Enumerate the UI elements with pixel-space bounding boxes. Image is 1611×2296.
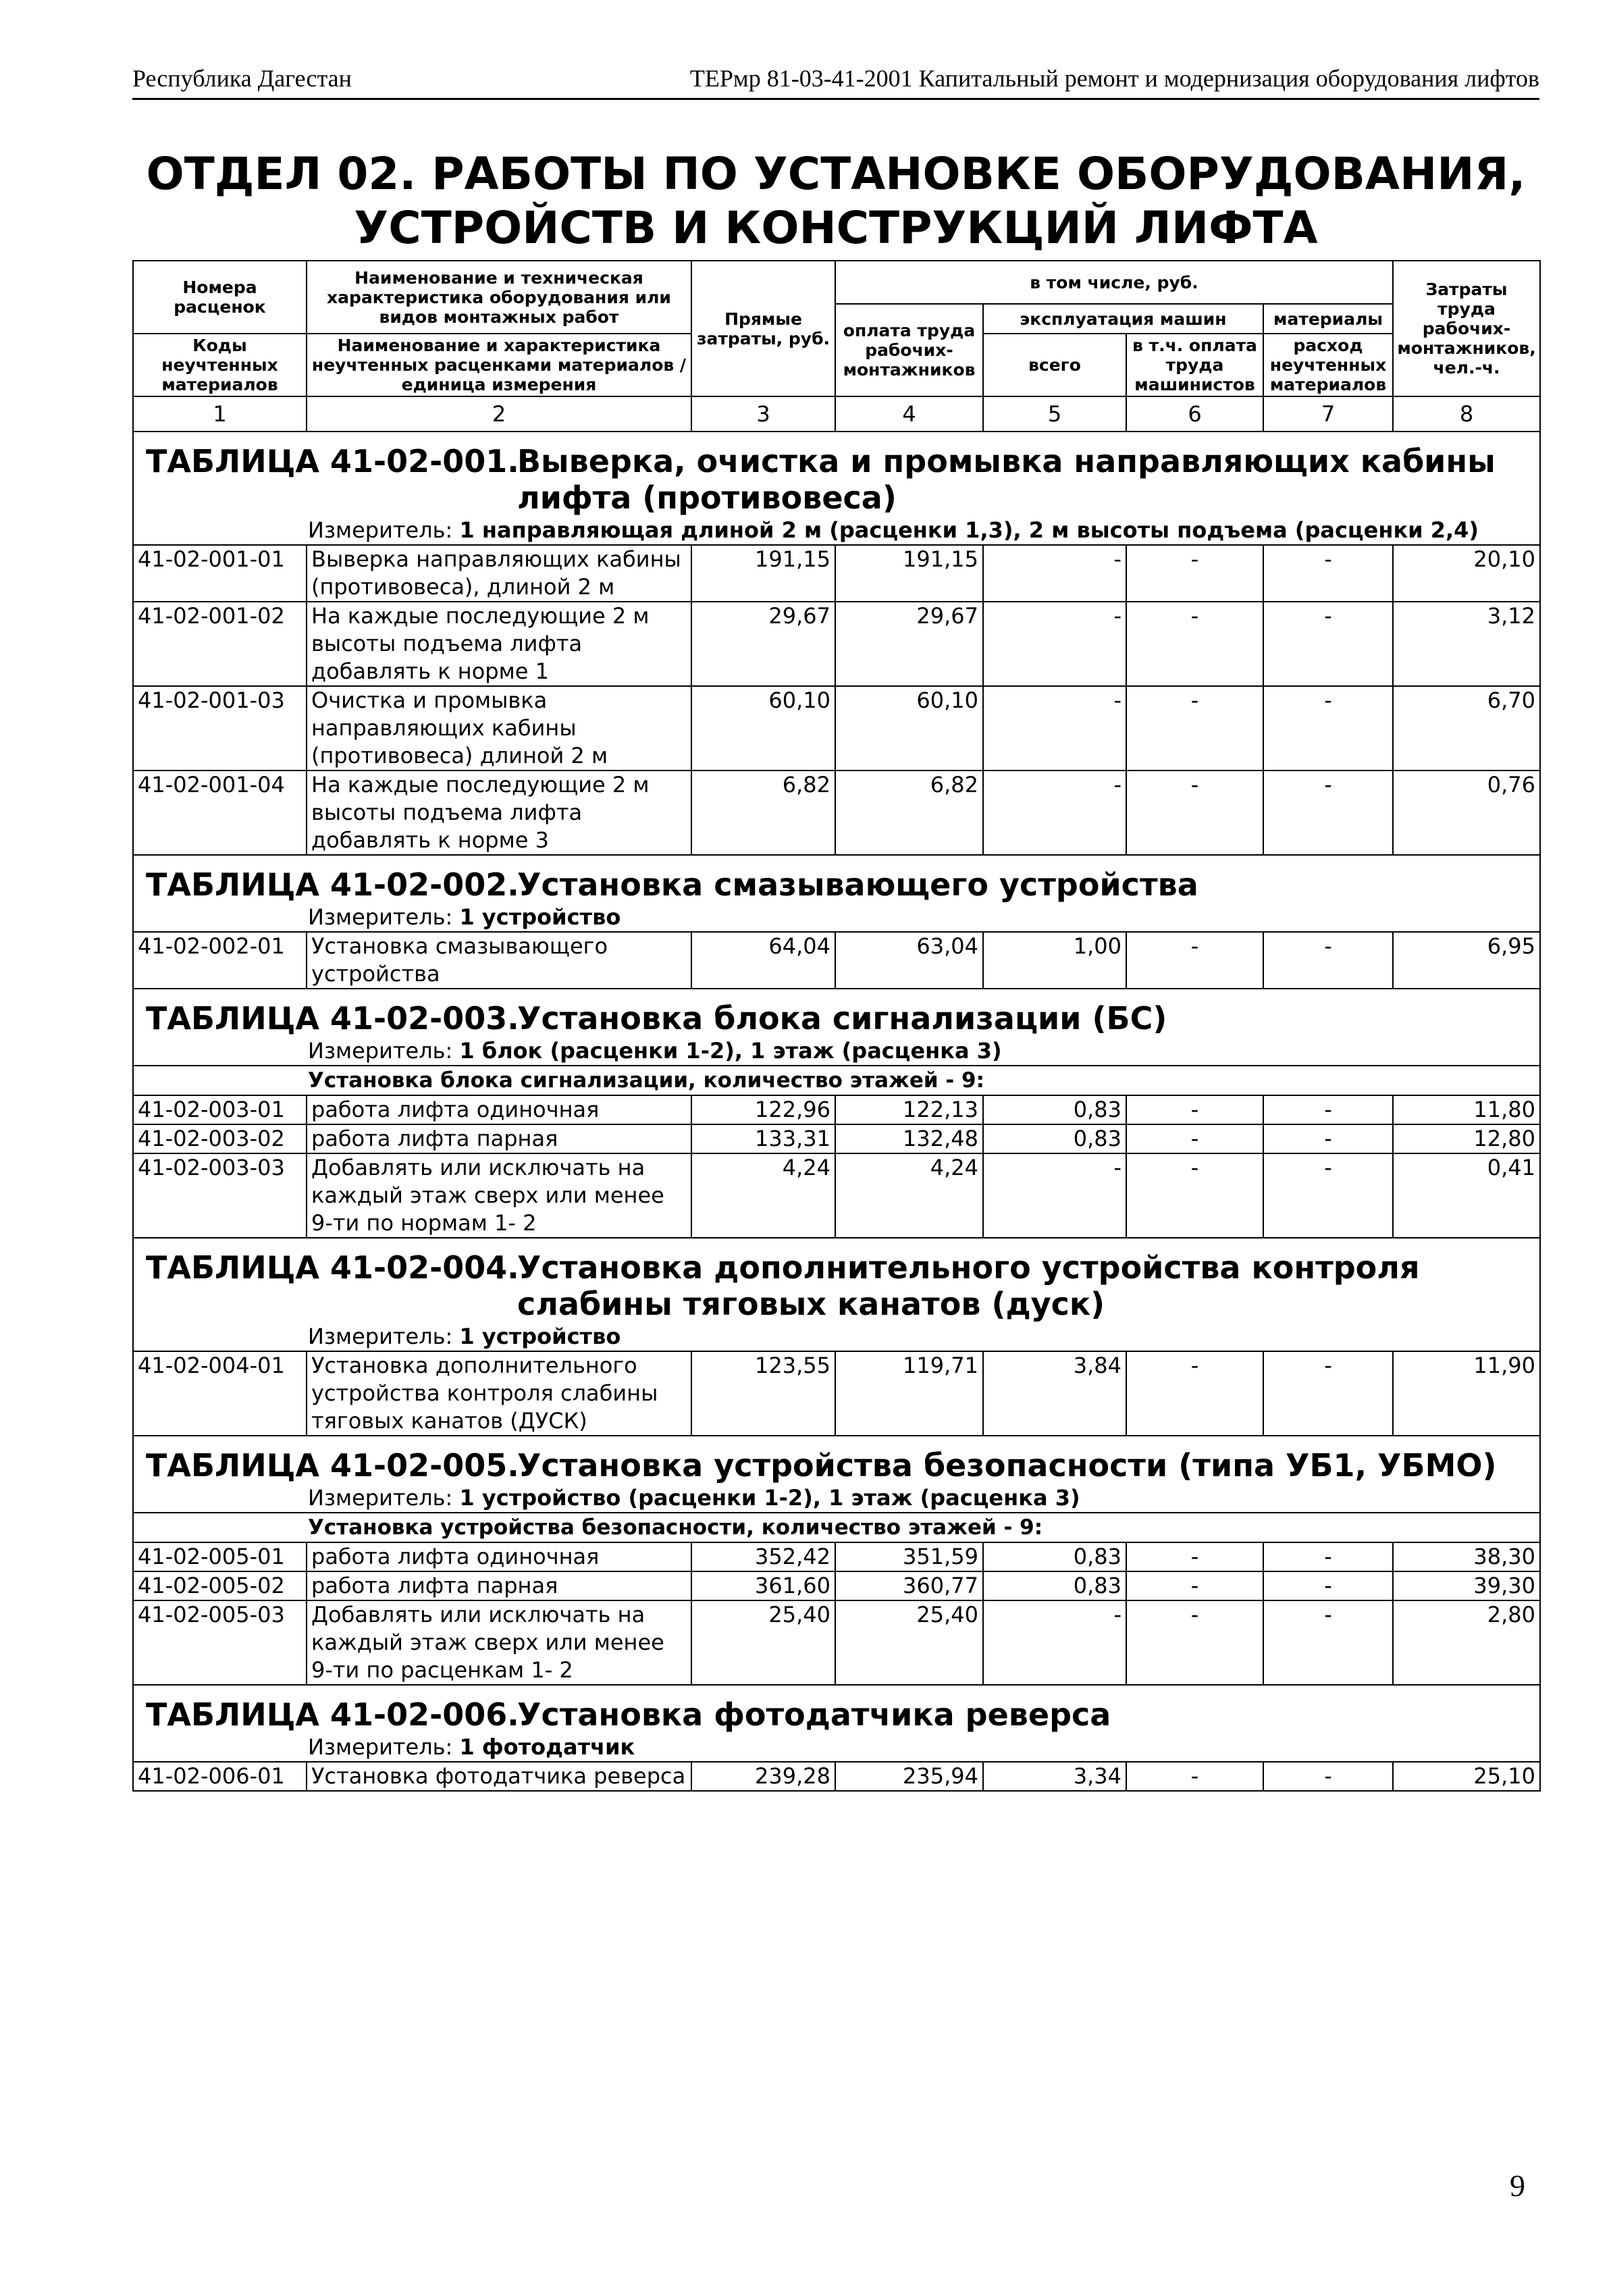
- cell-materials: -: [1263, 686, 1393, 771]
- column-number: 7: [1263, 396, 1393, 432]
- table-title-row: [133, 1436, 1540, 1484]
- subheading-row: [133, 1513, 1540, 1542]
- cell-labor-pay: 63,04: [835, 932, 983, 989]
- cell-work-name: На каждые последующие 2 м высоты подъема лифта добавлять к норме 3: [307, 771, 691, 855]
- cell-materials: -: [1263, 932, 1393, 989]
- cell-machinist-pay: -: [1126, 545, 1263, 602]
- meter-unit: 1 устройство: [459, 904, 621, 930]
- cell-work-name: работа лифта парная: [307, 1124, 691, 1153]
- cell-materials: -: [1263, 1762, 1393, 1791]
- table-title: [138, 432, 1535, 516]
- cell-direct-costs: 64,04: [691, 932, 835, 989]
- meter-row: [133, 1484, 1540, 1513]
- column-number: 2: [307, 396, 691, 432]
- cell-work-name: работа лифта одиночная: [307, 1542, 691, 1571]
- table-title-row: [133, 989, 1540, 1037]
- cell-labor-hours: 38,30: [1393, 1542, 1540, 1571]
- column-number: 5: [983, 396, 1126, 432]
- table-row: [133, 686, 1540, 771]
- cell-materials: -: [1263, 1124, 1393, 1153]
- meter-unit: 1 устройство: [459, 1324, 621, 1349]
- header-document-title: ТЕРмр 81-03-41-2001 Капитальный ремонт и модернизация оборудования лифтов: [689, 65, 1539, 92]
- cell-labor-pay: 132,48: [835, 1124, 983, 1153]
- cell-machines-total: 1,00: [983, 932, 1126, 989]
- price-table: [132, 260, 1541, 1792]
- cell-work-name: Очистка и промывка направляющих кабины (противовеса) длиной 2 м: [307, 686, 691, 771]
- cell-labor-pay: 4,24: [835, 1153, 983, 1238]
- cell-materials: -: [1263, 545, 1393, 602]
- cell-labor-pay: 122,13: [835, 1095, 983, 1124]
- col-header-machines: эксплуатация машин: [983, 304, 1263, 334]
- column-number: 1: [133, 396, 307, 432]
- cell-labor-hours: 11,90: [1393, 1351, 1540, 1436]
- cell-work-name: работа лифта парная: [307, 1571, 691, 1600]
- cell-direct-costs: 361,60: [691, 1571, 835, 1600]
- cell-materials: -: [1263, 1351, 1393, 1436]
- cell-rate-code: 41-02-001-01: [133, 545, 307, 602]
- subheading: Установка устройства безопасности, количество этажей - 9:: [133, 1513, 1540, 1542]
- column-number: 8: [1393, 396, 1540, 432]
- col-header-machines-total: всего: [983, 334, 1126, 396]
- cell-machinist-pay: -: [1126, 1153, 1263, 1238]
- cell-direct-costs: 29,67: [691, 602, 835, 686]
- cell-rate-code: 41-02-005-02: [133, 1571, 307, 1600]
- cell-machines-total: 0,83: [983, 1095, 1126, 1124]
- cell-machines-total: -: [983, 602, 1126, 686]
- cell-direct-costs: 25,40: [691, 1600, 835, 1685]
- cell-machines-total: -: [983, 1600, 1126, 1685]
- cell-rate-code: 41-02-002-01: [133, 932, 307, 989]
- table-title-row: [133, 1238, 1540, 1322]
- meter-row: [133, 516, 1540, 545]
- cell-labor-hours: 12,80: [1393, 1124, 1540, 1153]
- cell-direct-costs: 133,31: [691, 1124, 835, 1153]
- cell-rate-code: 41-02-005-01: [133, 1542, 307, 1571]
- meter-row: [133, 1322, 1540, 1351]
- cell-rate-code: 41-02-001-04: [133, 771, 307, 855]
- cell-work-name: Добавлять или исключать на каждый этаж сверх или менее 9-ти по нормам 1- 2: [307, 1153, 691, 1238]
- cell-machinist-pay: -: [1126, 1351, 1263, 1436]
- cell-machines-total: 3,34: [983, 1762, 1126, 1791]
- cell-labor-pay: 60,10: [835, 686, 983, 771]
- table-title: [138, 1686, 1535, 1733]
- cell-machinist-pay: -: [1126, 1600, 1263, 1685]
- table-title: [138, 1238, 1535, 1322]
- cell-labor-hours: 39,30: [1393, 1571, 1540, 1600]
- cell-labor-hours: 0,41: [1393, 1153, 1540, 1238]
- column-numbers-row: [133, 396, 1540, 432]
- cell-rate-code: 41-02-004-01: [133, 1351, 307, 1436]
- cell-materials: -: [1263, 1600, 1393, 1685]
- cell-direct-costs: 4,24: [691, 1153, 835, 1238]
- cell-labor-pay: 29,67: [835, 602, 983, 686]
- cell-materials: -: [1263, 1542, 1393, 1571]
- table-label: ТАБЛИЦА 41-02-003.: [146, 1000, 519, 1037]
- col-header-materials: материалы: [1263, 304, 1393, 334]
- cell-work-name: На каждые последующие 2 м высоты подъема лифта добавлять к норме 1: [307, 602, 691, 686]
- col-header-machinist-pay: в т.ч. оплата труда машинистов: [1126, 334, 1263, 396]
- cell-work-name: Установка смазывающего устройства: [307, 932, 691, 989]
- table-row: [133, 602, 1540, 686]
- cell-labor-pay: 25,40: [835, 1600, 983, 1685]
- cell-labor-hours: 6,70: [1393, 686, 1540, 771]
- cell-materials: -: [1263, 602, 1393, 686]
- table-row: [133, 1124, 1540, 1153]
- cell-labor-pay: 191,15: [835, 545, 983, 602]
- col-header-material-names: Наименование и характеристика неучтенных расценками материалов / единица измерения: [307, 334, 691, 396]
- table-title-row: [133, 1685, 1540, 1733]
- cell-machinist-pay: -: [1126, 1571, 1263, 1600]
- table-label: ТАБЛИЦА 41-02-005.: [146, 1447, 519, 1484]
- meter-unit: 1 фотодатчик: [459, 1734, 635, 1760]
- cell-direct-costs: 6,82: [691, 771, 835, 855]
- col-header-direct-costs: Прямые затраты, руб.: [691, 261, 835, 396]
- table-title: [138, 989, 1535, 1037]
- cell-machines-total: 0,83: [983, 1571, 1126, 1600]
- cell-labor-hours: 11,80: [1393, 1095, 1540, 1124]
- table-row: [133, 1600, 1540, 1685]
- column-number: 6: [1126, 396, 1263, 432]
- meter-label: Измеритель:: [308, 904, 453, 930]
- table-name: Выверка, очистка и промывка направляющих кабины лифта (противовеса): [517, 443, 1496, 516]
- cell-direct-costs: 239,28: [691, 1762, 835, 1791]
- table-row: [133, 545, 1540, 602]
- cell-work-name: Установка фотодатчика реверса: [307, 1762, 691, 1791]
- cell-machinist-pay: -: [1126, 602, 1263, 686]
- subheading: Установка блока сигнализации, количество этажей - 9:: [133, 1066, 1540, 1095]
- table-label: ТАБЛИЦА 41-02-004.: [146, 1249, 519, 1286]
- cell-labor-hours: 25,10: [1393, 1762, 1540, 1791]
- cell-direct-costs: 123,55: [691, 1351, 835, 1436]
- cell-labor-hours: 3,12: [1393, 602, 1540, 686]
- cell-machinist-pay: -: [1126, 686, 1263, 771]
- cell-rate-code: 41-02-003-02: [133, 1124, 307, 1153]
- cell-labor-hours: 0,76: [1393, 771, 1540, 855]
- cell-machinist-pay: -: [1126, 1542, 1263, 1571]
- table-row: [133, 932, 1540, 989]
- cell-direct-costs: 191,15: [691, 545, 835, 602]
- cell-rate-code: 41-02-005-03: [133, 1600, 307, 1685]
- section-title-line-1: ОТДЕЛ 02. РАБОТЫ ПО УСТАНОВКЕ ОБОРУДОВАНИЯ,: [146, 148, 1526, 200]
- cell-machinist-pay: -: [1126, 1762, 1263, 1791]
- cell-rate-code: 41-02-003-03: [133, 1153, 307, 1238]
- running-header: [132, 55, 1539, 100]
- table-row: [133, 1762, 1540, 1791]
- table-row: [133, 1571, 1540, 1600]
- cell-rate-code: 41-02-003-01: [133, 1095, 307, 1124]
- cell-labor-pay: 360,77: [835, 1571, 983, 1600]
- table-label: ТАБЛИЦА 41-02-001.: [146, 443, 519, 479]
- meter-label: Измеритель:: [308, 1038, 453, 1064]
- cell-machines-total: -: [983, 686, 1126, 771]
- meter-unit: 1 устройство (расценки 1-2), 1 этаж (расценка 3): [459, 1485, 1080, 1511]
- page-number: 9: [1510, 2168, 1525, 2203]
- col-header-labor-pay: оплата труда рабочих-монтажников: [835, 304, 983, 396]
- meter-label: Измеритель:: [308, 1324, 453, 1349]
- cell-machinist-pay: -: [1126, 1095, 1263, 1124]
- table-row: [133, 1351, 1540, 1436]
- col-header-work-name: Наименование и техническая характеристика оборудования или видов монтажных работ: [307, 261, 691, 334]
- cell-labor-pay: 6,82: [835, 771, 983, 855]
- col-header-labor-hours: Затраты труда рабочих-монтажников, чел.-ч.: [1393, 261, 1540, 396]
- cell-work-name: Добавлять или исключать на каждый этаж сверх или менее 9-ти по расценкам 1- 2: [307, 1600, 691, 1685]
- table-label: ТАБЛИЦА 41-02-002.: [146, 866, 519, 903]
- col-header-material-consumption: расход неучтенных материалов: [1263, 334, 1393, 396]
- table-row: [133, 1542, 1540, 1571]
- cell-labor-hours: 20,10: [1393, 545, 1540, 602]
- table-name: Установка фотодатчика реверса: [517, 1696, 1111, 1733]
- table-title: [138, 1436, 1535, 1484]
- column-number: 4: [835, 396, 983, 432]
- cell-machinist-pay: -: [1126, 771, 1263, 855]
- cell-direct-costs: 60,10: [691, 686, 835, 771]
- meter-row: [133, 1037, 1540, 1066]
- cell-machines-total: 0,83: [983, 1124, 1126, 1153]
- cell-labor-pay: 235,94: [835, 1762, 983, 1791]
- cell-machines-total: 3,84: [983, 1351, 1126, 1436]
- cell-direct-costs: 352,42: [691, 1542, 835, 1571]
- table-title-row: [133, 432, 1540, 516]
- cell-labor-pay: 351,59: [835, 1542, 983, 1571]
- col-header-rate-numbers: Номера расценок: [133, 261, 307, 334]
- meter-row: [133, 1733, 1540, 1762]
- cell-labor-pay: 119,71: [835, 1351, 983, 1436]
- cell-materials: -: [1263, 1571, 1393, 1600]
- meter-label: Измеритель:: [308, 1485, 453, 1511]
- column-number: 3: [691, 396, 835, 432]
- table-row: [133, 1095, 1540, 1124]
- col-header-including: в том числе, руб.: [835, 261, 1393, 304]
- cell-rate-code: 41-02-006-01: [133, 1762, 307, 1791]
- cell-labor-hours: 2,80: [1393, 1600, 1540, 1685]
- cell-materials: -: [1263, 1095, 1393, 1124]
- cell-rate-code: 41-02-001-02: [133, 602, 307, 686]
- table-title-row: [133, 855, 1540, 903]
- table-row: [133, 1153, 1540, 1238]
- table-name: Установка смазывающего устройства: [517, 866, 1198, 903]
- table-name: Установка устройства безопасности (типа УБ1, УБМО): [517, 1447, 1497, 1484]
- cell-machines-total: 0,83: [983, 1542, 1126, 1571]
- meter-unit: 1 блок (расценки 1-2), 1 этаж (расценка 3): [459, 1038, 1002, 1064]
- table-name: Установка дополнительного устройства контроля слабины тяговых канатов (дуск): [517, 1249, 1420, 1322]
- section-title-line-2: УСТРОЙСТВ И КОНСТРУКЦИЙ ЛИФТА: [354, 202, 1318, 254]
- cell-materials: -: [1263, 771, 1393, 855]
- cell-direct-costs: 122,96: [691, 1095, 835, 1124]
- header-row-1: [133, 261, 1540, 304]
- table-title: [138, 856, 1535, 903]
- cell-machines-total: -: [983, 771, 1126, 855]
- section-title: [132, 147, 1539, 255]
- table-label: ТАБЛИЦА 41-02-006.: [146, 1696, 519, 1733]
- col-header-material-codes: Коды неучтенных материалов: [133, 334, 307, 396]
- meter-row: [133, 903, 1540, 932]
- header-region: Республика Дагестан: [132, 65, 352, 92]
- cell-materials: -: [1263, 1153, 1393, 1238]
- meter-label: Измеритель:: [308, 1734, 453, 1760]
- meter-label: Измеритель:: [308, 517, 453, 543]
- subheading-row: [133, 1066, 1540, 1095]
- cell-machines-total: -: [983, 1153, 1126, 1238]
- cell-rate-code: 41-02-001-03: [133, 686, 307, 771]
- cell-machinist-pay: -: [1126, 1124, 1263, 1153]
- cell-work-name: работа лифта одиночная: [307, 1095, 691, 1124]
- cell-work-name: Выверка направляющих кабины (противовеса), длиной 2 м: [307, 545, 691, 602]
- cell-machinist-pay: -: [1126, 932, 1263, 989]
- table-name: Установка блока сигнализации (БС): [517, 1000, 1167, 1037]
- table-row: [133, 771, 1540, 855]
- cell-machines-total: -: [983, 545, 1126, 602]
- meter-unit: 1 направляющая длиной 2 м (расценки 1,3), 2 м высоты подъема (расценки 2,4): [459, 517, 1479, 543]
- cell-labor-hours: 6,95: [1393, 932, 1540, 989]
- cell-work-name: Установка дополнительного устройства контроля слабины тяговых канатов (ДУСК): [307, 1351, 691, 1436]
